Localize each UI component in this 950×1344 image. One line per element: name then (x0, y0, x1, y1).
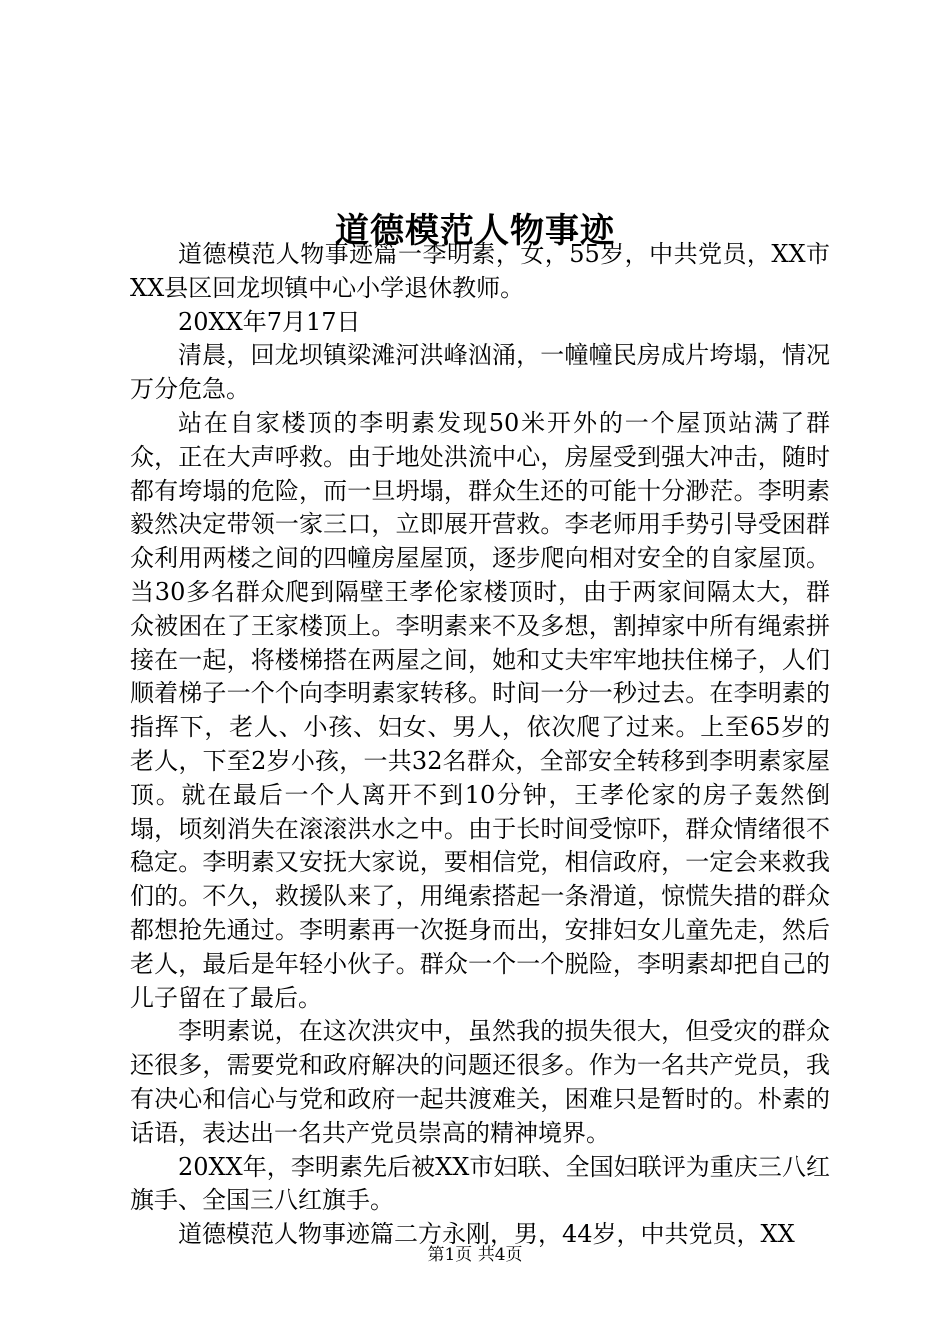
page-footer: 第1页 共4页 (427, 1245, 523, 1265)
paragraph-part-two: 道德模范人物事迹篇二方永刚，男，44岁，中共党员，XX (178, 1220, 795, 1249)
paragraph-rescue: 站在自家楼顶的李明素发现50米开外的一个屋顶站满了群众，正在大声呼救。由于地处洪流中心，房屋受到强大冲击，随时都有垮塌的危险，而一旦坍塌，群众生还的可能十分渺茫。李明素毅然决定带领一家三口，立即展开营救。李老师用手势引导受困群众利用两楼之间的四幢房屋屋顶，逐步爬向相对安全的自家屋顶。当30多名群众爬到隔壁王孝伦家楼顶时，由于两家间隔太大，群众被困在了王家楼顶上。李明素来不及多想，割掉家中所有绳索拼接在一起，将楼梯搭在两屋之间，她和丈夫牢牢地扶住梯子，人们顺着梯子一个个向李明素家转移。时间一分一秒过去。在李明素的指挥下，老人、小孩、妇女、男人，依次爬了过来。上至65岁的老人，下至2岁小孩，一共32名群众，全部安全转移到李明素家屋顶。就在最后一个人离开不到10分钟，王孝伦家的房子轰然倒塌，顷刻消失在滚滚洪水之中。由于长时间受惊吓，群众情绪很不稳定。李明素又安抚大家说，要相信党，相信政府，一定会来救我们的。不久，救援队来了，用绳索搭起一条滑道，惊慌失措的群众都想抢先通过。李明素再一次挺身而出，安排妇女儿童先走，然后老人，最后是年轻小伙子。群众一个一个脱险，李明素却把自己的儿子留在了最后。 (130, 408, 830, 1012)
document-title: 道德模范人物事迹 (335, 210, 615, 251)
paragraph-quote: 李明素说，在这次洪灾中，虽然我的损失很大，但受灾的群众还很多，需要党和政府解决的问题还很多。作为一名共产党员，我有决心和信心与党和政府一起共渡难关，困难只是暂时的。朴素的话语，表达出一名共产党员崇高的精神境界。 (130, 1017, 830, 1147)
document-body (130, 238, 830, 1252)
paragraph-honors: 20XX年，李明素先后被XX市妇联、全国妇联评为重庆三八红旗手、全国三八红旗手。 (130, 1152, 830, 1215)
paragraph-morning: 清晨，回龙坝镇梁滩河洪峰汹涌，一幢幢民房成片垮塌，情况万分危急。 (130, 341, 830, 404)
paragraph-intro: 道德模范人物事迹篇一李明素，女，55岁，中共党员，XX市XX县区回龙坝镇中心小学退休教师。 (130, 240, 830, 302)
paragraph-date: 20XX年7月17日 (178, 307, 361, 336)
